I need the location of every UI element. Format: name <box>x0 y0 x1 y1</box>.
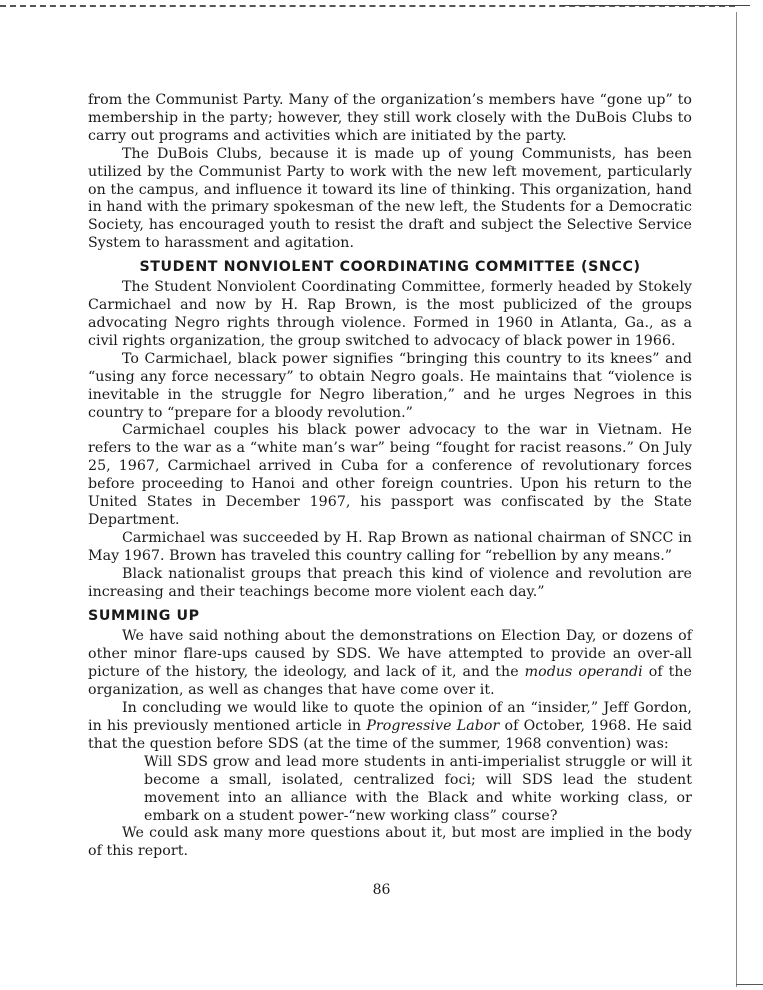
block-quote <box>144 754 692 826</box>
paragraph-1: from the Communist Party. Many of the organization’s members have “gone up” to membership in the party; however, they still work closely with the DuBois Clubs to carry out programs and activities which are initiated by the party. <box>88 92 692 144</box>
quote-text: Will SDS grow and lead more students in anti-imperialist struggle or will it become a small, isolated, centralized foci; will SDS lead the student movement into an alliance with the Black and white working class, or embark on a student power-“new working class” course? <box>144 753 692 824</box>
paragraph-8-text-a: We have said nothing about the demonstrations on Election Day, or dozens of other minor flare-ups caused by SDS. We have attempted to provide an over-all picture of the history, the ideology, and lack of it, and the <box>88 628 692 681</box>
paragraph-9-italic: Progressive Labor <box>366 718 500 734</box>
heading-sncc: STUDENT NONVIOLENT COORDINATING COMMITTEE (SNCC) <box>139 259 641 276</box>
page-number: 86 <box>372 882 391 898</box>
paragraph-10: We could ask many more questions about it, but most are implied in the body of this report. <box>88 825 692 860</box>
top-border-rule-solid <box>560 5 750 6</box>
paragraph-8 <box>88 628 692 700</box>
paragraph-5: Carmichael couples his black power advocacy to the war in Vietnam. He refers to the war as a “white man’s war” being “fought for racist reasons.” On July 25, 1967, Carmichael arrived in Cuba for a conference of revolutionary forces before proceeding to Hanoi and other foreign countries. Upon his return to the United States in December 1967, his passport was confiscated by the State Department. <box>88 422 692 528</box>
paragraph-2: The DuBois Clubs, because it is made up of young Communists, has been utilized by the Communist Party to work with the new left movement, particularly on the campus, and influence it toward its line of thinking. This organization, hand in hand with the primary spokesman of the new left, the Students for a Democratic Society, has encouraged youth to resist the draft and subject the Selective Service System to harassment and agitation. <box>88 145 692 252</box>
paragraph-6: Carmichael was succeeded by H. Rap Brown as national chairman of SNCC in May 1967. Brown has traveled this country calling for “rebellion by any means.” <box>88 529 692 564</box>
paragraph-9-text-a: In concluding we would like to quote the opinion of an “insider,” Jeff Gordon, in his previously mentioned article in <box>88 700 692 734</box>
heading-summing-up: SUMMING UP <box>88 608 200 625</box>
paragraph-7: Black nationalist groups that preach this kind of violence and revolution are increasing and their teachings become more violent each day.” <box>88 565 692 600</box>
paragraph-9-text-b: of October, 1968. He said that the question before SDS (at the time of the summer, 1968 convention) was: <box>88 718 692 752</box>
bottom-page-edge <box>736 984 763 985</box>
page-body <box>88 92 692 861</box>
paragraph-8-text-b: of the organization, as well as changes that have come over it. <box>88 664 692 699</box>
paragraph-9 <box>88 700 692 754</box>
paragraph-3: The Student Nonviolent Coordinating Committee, formerly headed by Stokely Carmichael and now by H. Rap Brown, is the most publicized of the groups advocating Negro rights through violence. Formed in 1960 in Atlanta, Ga., as a civil rights organization, the group switched to advocacy of black power in 1966. <box>88 279 692 349</box>
paragraph-8-italic: modus operandi <box>524 664 643 681</box>
paragraph-4: To Carmichael, black power signifies “bringing this country to its knees” and “using any force necessary” to obtain Negro goals. He maintains that “violence is inevitable in the struggle for Negro liberation,” and he urges Negroes in this country to “prepare for a bloody revolution.” <box>88 350 692 421</box>
right-page-edge <box>736 12 737 987</box>
